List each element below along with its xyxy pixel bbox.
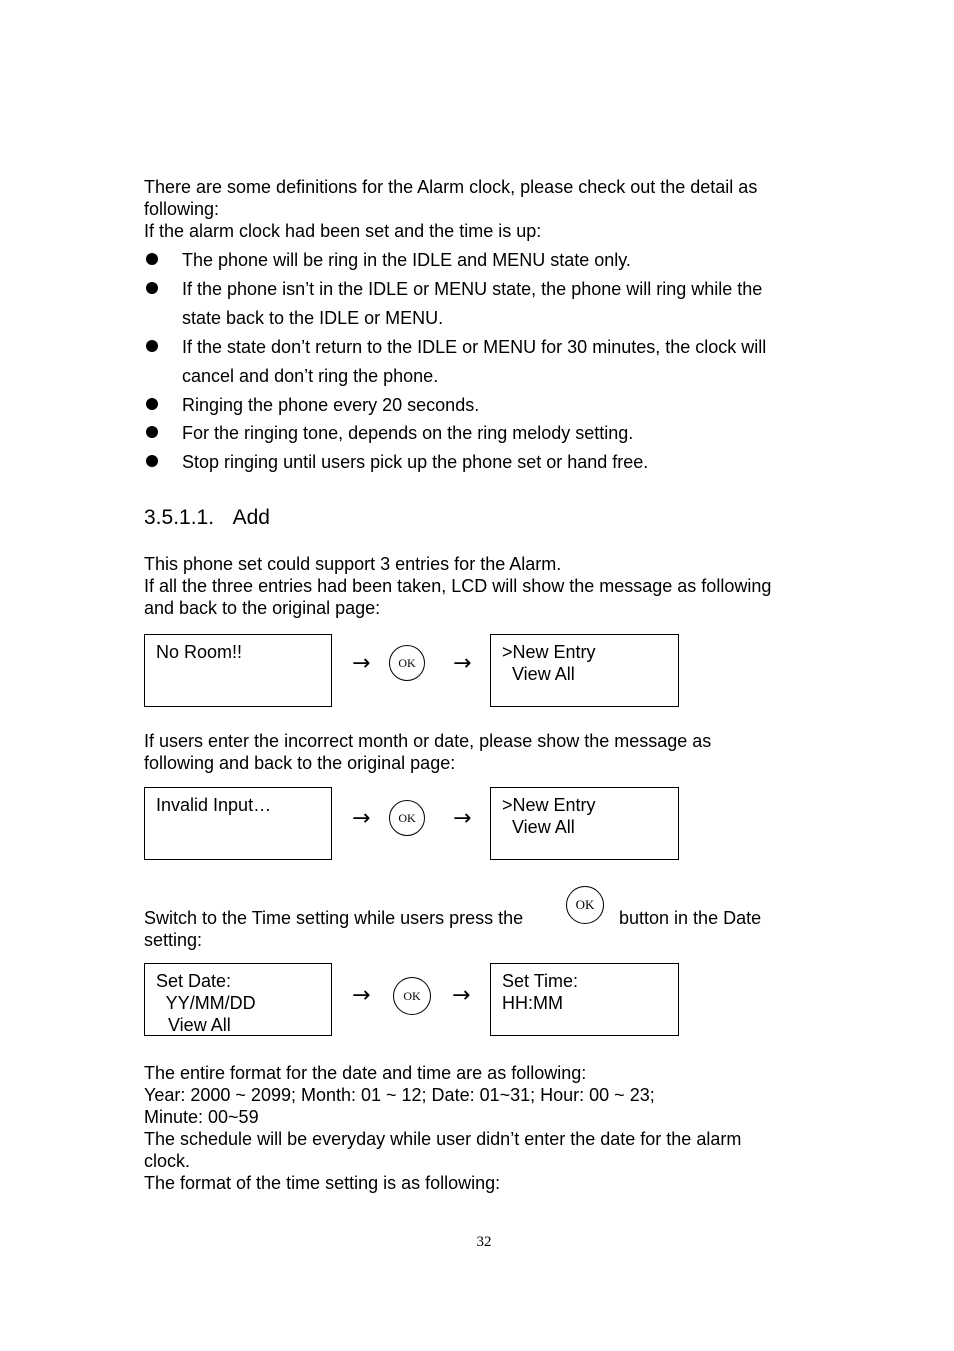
lcd-line: View All xyxy=(158,1015,231,1035)
ok-button-icon: OK xyxy=(389,645,425,681)
lcd-screen-invalid-input xyxy=(144,787,332,860)
bullet-3-line-1: If the state don’t return to the IDLE or MENU for 30 minutes, the clock will xyxy=(182,337,767,357)
para2-line-1: If users enter the incorrect month or date, please show the message as xyxy=(144,731,712,751)
para3-line-1-before: Switch to the Time setting while users press the xyxy=(144,908,524,928)
arrow-right-icon: → xyxy=(452,983,471,1008)
bullet-1-line-1: The phone will be ring in the IDLE and MENU state only. xyxy=(182,250,631,270)
para4-line-4: The schedule will be everyday while user didn’t enter the date for the alarm xyxy=(144,1129,742,1149)
para4-line-2: Year: 2000 ~ 2099; Month: 01 ~ 12; Date: 01~31; Hour: 00 ~ 23; xyxy=(144,1085,655,1105)
bullet-3-line-2: cancel and don’t ring the phone. xyxy=(182,366,439,386)
arrow-right-icon: → xyxy=(453,651,472,676)
page-number: 32 xyxy=(476,1234,492,1250)
lcd-line: No Room!! xyxy=(156,642,243,662)
bullet-dot xyxy=(146,253,158,265)
arrow-right-icon: → xyxy=(453,806,472,831)
lcd-line: YY/MM/DD xyxy=(156,993,256,1013)
para1-line-2: If all the three entries had been taken, LCD will show the message as following xyxy=(144,576,772,596)
bullet-5-line-1: For the ringing tone, depends on the ring melody setting. xyxy=(182,423,634,443)
section-number: 3.5.1.1. xyxy=(144,506,215,529)
para4-line-5: clock. xyxy=(144,1151,191,1171)
ok-button-icon: OK xyxy=(393,977,431,1015)
arrow-right-icon: → xyxy=(352,651,371,676)
lcd-line: Set Date: xyxy=(156,971,232,991)
bullet-6-line-1: Stop ringing until users pick up the phone set or hand free. xyxy=(182,452,649,472)
bullet-4-line-1: Ringing the phone every 20 seconds. xyxy=(182,395,480,415)
intro-line-2: following: xyxy=(144,199,220,219)
section-title: Add xyxy=(232,506,270,529)
bullet-dot xyxy=(146,398,158,410)
lcd-screen-menu xyxy=(490,634,679,707)
bullet-2-line-2: state back to the IDLE or MENU. xyxy=(182,308,444,328)
arrow-right-icon: → xyxy=(352,983,371,1008)
para1-line-1: This phone set could support 3 entries for the Alarm. xyxy=(144,554,562,574)
lcd-screen-set-date xyxy=(144,963,332,1036)
lcd-line: >New Entry xyxy=(502,795,596,815)
para3-line-2: setting: xyxy=(144,930,203,950)
para2-line-2: following and back to the original page: xyxy=(144,753,456,773)
bullet-2-line-1: If the phone isn’t in the IDLE or MENU state, the phone will ring while the xyxy=(182,279,763,299)
lcd-screen-no-room xyxy=(144,634,332,707)
intro-line-3: If the alarm clock had been set and the time is up: xyxy=(144,221,542,241)
para4-line-6: The format of the time setting is as following: xyxy=(144,1173,501,1193)
bullet-dot xyxy=(146,282,158,294)
lcd-line: View All xyxy=(502,664,575,684)
para4-line-1: The entire format for the date and time are as following: xyxy=(144,1063,587,1083)
lcd-line: Set Time: xyxy=(502,971,579,991)
intro-line-1: There are some definitions for the Alarm clock, please check out the detail as xyxy=(144,177,758,197)
bullet-dot xyxy=(146,340,158,352)
bullet-dot xyxy=(146,455,158,467)
lcd-line: >New Entry xyxy=(502,642,596,662)
lcd-screen-set-time xyxy=(490,963,679,1036)
arrow-right-icon: → xyxy=(352,806,371,831)
bullet-dot xyxy=(146,426,158,438)
lcd-line: View All xyxy=(502,817,575,837)
para4-line-3: Minute: 00~59 xyxy=(144,1107,259,1127)
ok-button-icon: OK xyxy=(566,886,604,924)
para3-line-1-after: button in the Date xyxy=(619,908,762,928)
lcd-screen-menu xyxy=(490,787,679,860)
lcd-line: HH:MM xyxy=(502,993,563,1013)
ok-button-icon: OK xyxy=(389,800,425,836)
section-heading xyxy=(144,506,270,530)
para1-line-3: and back to the original page: xyxy=(144,598,381,618)
lcd-line: Invalid Input… xyxy=(156,795,272,815)
